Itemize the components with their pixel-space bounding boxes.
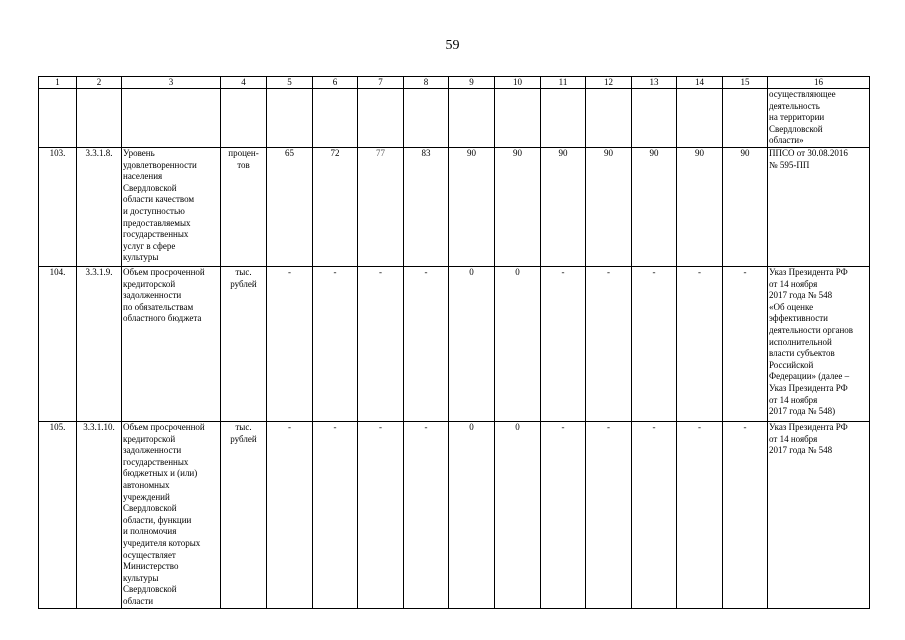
value-cell-6: 72 [313,148,358,267]
value-cell-9: 0 [449,422,495,609]
value-cell-6: - [313,267,358,422]
source-cell: осуществляющее деятельность на территории Свердловской области» [768,89,870,148]
header-cell-9: 9 [449,77,495,89]
value-cell-14: - [677,422,723,609]
value-cell-13: 90 [632,148,677,267]
unit-cell: тыс. рублей [221,267,267,422]
empty-cell [313,89,358,148]
empty-cell [632,89,677,148]
empty-cell [404,89,449,148]
value-cell-11: 90 [541,148,586,267]
source-cell: Указ Президента РФ от 14 ноября 2017 года № 548 «Об оценке эффективности деятельности органов исполнительной власти субъектов Российской Федерации» (далее – Указ Президента РФ от 14 ноября 2017 года № 548) [768,267,870,422]
value-cell-14: - [677,267,723,422]
indicator-code: 3.3.1.10. [77,422,122,609]
value-cell-8: - [404,422,449,609]
header-cell-14: 14 [677,77,723,89]
value-cell-6: - [313,422,358,609]
value-cell-15: - [723,422,768,609]
header-cell-6: 6 [313,77,358,89]
value-cell-11: - [541,267,586,422]
value-cell-15: - [723,267,768,422]
empty-cell [122,89,221,148]
indicator-name: Объем просроченной кредиторской задолженности по обязательствам областного бюджета [122,267,221,422]
indicator-name: Уровень удовлетворенности населения Свердловской области качеством и доступностью предоставляемых государственных услуг в сфере культуры [122,148,221,267]
value-cell-14: 90 [677,148,723,267]
value-cell-12: 90 [586,148,632,267]
header-cell-5: 5 [267,77,313,89]
value-cell-5: - [267,422,313,609]
empty-cell [495,89,541,148]
value-cell-9: 90 [449,148,495,267]
header-row [39,77,870,89]
value-cell-7: 77 [358,148,404,267]
value-cell-10: 0 [495,422,541,609]
row-number: 103. [39,148,77,267]
empty-cell [221,89,267,148]
value-cell-13: - [632,267,677,422]
value-cell-12: - [586,267,632,422]
row-number: 105. [39,422,77,609]
value-cell-11: - [541,422,586,609]
table-row [39,148,870,267]
empty-cell [586,89,632,148]
page-number: 59 [445,38,460,53]
header-cell-10: 10 [495,77,541,89]
indicators-table [38,76,870,609]
header-cell-16: 16 [768,77,870,89]
value-cell-13: - [632,422,677,609]
value-cell-8: 83 [404,148,449,267]
header-cell-11: 11 [541,77,586,89]
value-cell-15: 90 [723,148,768,267]
value-cell-10: 90 [495,148,541,267]
empty-cell [267,89,313,148]
header-cell-4: 4 [221,77,267,89]
value-cell-9: 0 [449,267,495,422]
value-cell-5: - [267,267,313,422]
header-cell-12: 12 [586,77,632,89]
value-cell-7: - [358,422,404,609]
table-row [39,422,870,609]
source-cell: ППСО от 30.08.2016 № 595-ПП [768,148,870,267]
indicator-name: Объем просроченной кредиторской задолженности государственных бюджетных и (или) автономных учреждений Свердловской области, функции и полномочия учредителя которых осуществляет Министерство культуры Свердловской области [122,422,221,609]
indicator-code: 3.3.1.9. [77,267,122,422]
header-cell-1: 1 [39,77,77,89]
value-cell-7: - [358,267,404,422]
source-cell: Указ Президента РФ от 14 ноября 2017 года № 548 [768,422,870,609]
empty-cell [77,89,122,148]
header-cell-3: 3 [122,77,221,89]
value-cell-10: 0 [495,267,541,422]
header-cell-8: 8 [404,77,449,89]
value-cell-8: - [404,267,449,422]
unit-cell: процен- тов [221,148,267,267]
empty-cell [677,89,723,148]
header-cell-7: 7 [358,77,404,89]
indicator-code: 3.3.1.8. [77,148,122,267]
empty-cell [541,89,586,148]
header-cell-13: 13 [632,77,677,89]
row-number: 104. [39,267,77,422]
empty-cell [39,89,77,148]
empty-cell [449,89,495,148]
empty-cell [723,89,768,148]
value-cell-12: - [586,422,632,609]
value-cell-5: 65 [267,148,313,267]
table-row [39,267,870,422]
empty-cell [358,89,404,148]
continuation-row [39,89,870,148]
header-cell-15: 15 [723,77,768,89]
header-cell-2: 2 [77,77,122,89]
unit-cell: тыс. рублей [221,422,267,609]
